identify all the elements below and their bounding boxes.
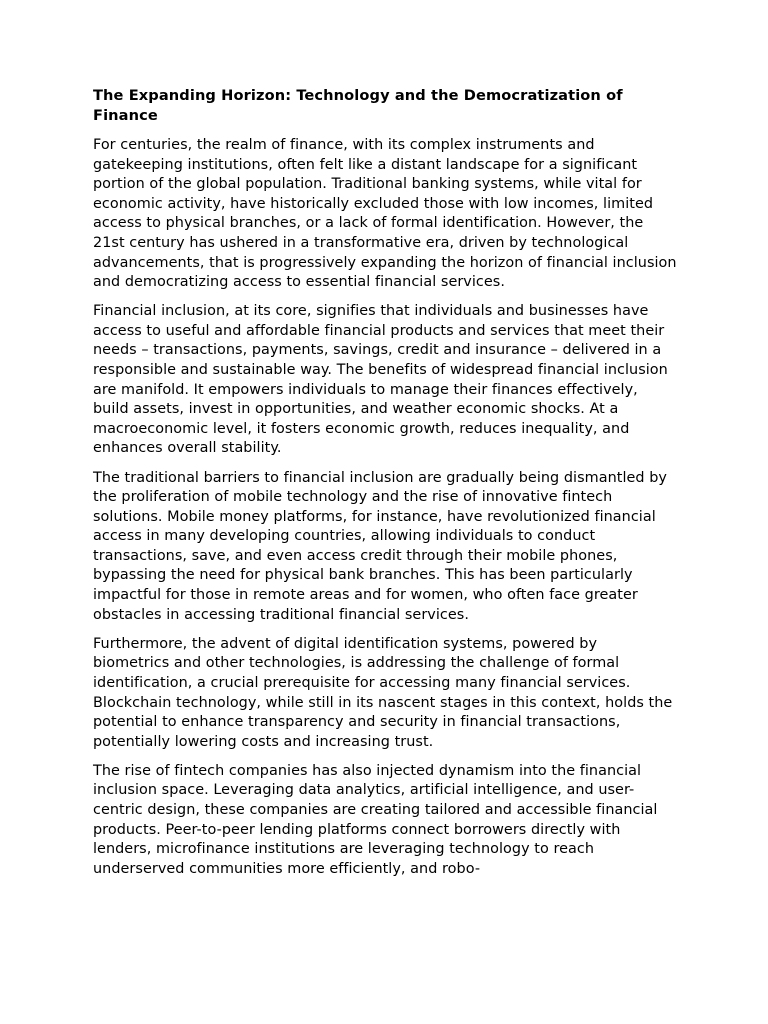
paragraph-2: Financial inclusion, at its core, signifies that individuals and businesses have access to useful and affordable financial products and services that meet their needs – transactions, payments, savings, credit and insurance – delivered in a responsible and sustainable way. The benefits of widespread financial inclusion are manifold. It empowers individuals to manage their finances effectively, build assets, invest in opportunities, and weather economic shocks. At a macroeconomic level, it fosters economic growth, reduces inequality, and enhances overall stability. [93, 303, 668, 457]
paragraph-1: For centuries, the realm of finance, with its complex instruments and gatekeeping institutions, often felt like a distant landscape for a significant portion of the global population. Traditional banking systems, while vital for economic activity, have historically excluded those with low incomes, limited access to physical branches, or a lack of formal identification. However, the 21st century has ushered in a transformative era, driven by technological advancements, that is progressively expanding the horizon of financial inclusion and democratizing access to essential financial services. [93, 137, 677, 291]
document-title: The Expanding Horizon: Technology and the Democratization of Finance [93, 87, 623, 124]
paragraph-4: Furthermore, the advent of digital identification systems, powered by biometrics and other technologies, is addressing the challenge of formal identification, a crucial prerequisite for accessing many financial services. Blockchain technology, while still in its nascent stages in this context, holds the potential to enhance transparency and security in financial transactions, potentially lowering costs and increasing trust. [93, 635, 673, 750]
document-page [93, 86, 677, 889]
paragraph-5: The rise of fintech companies has also injected dynamism into the financial inclusion space. Leveraging data analytics, artificial intelligence, and user-centric design, these companies are creating tailored and accessible financial products. Peer-to-peer lending platforms connect borrowers directly with lenders, microfinance institutions are leveraging technology to reach underserved communities more efficiently, and robo- [93, 762, 658, 877]
paragraph-3: The traditional barriers to financial inclusion are gradually being dismantled by the proliferation of mobile technology and the rise of innovative fintech solutions. Mobile money platforms, for instance, have revolutionized financial access in many developing countries, allowing individuals to conduct transactions, save, and even access credit through their mobile phones, bypassing the need for physical bank branches. This has been particularly impactful for those in remote areas and for women, who often face greater obstacles in accessing traditional financial services. [93, 469, 667, 623]
